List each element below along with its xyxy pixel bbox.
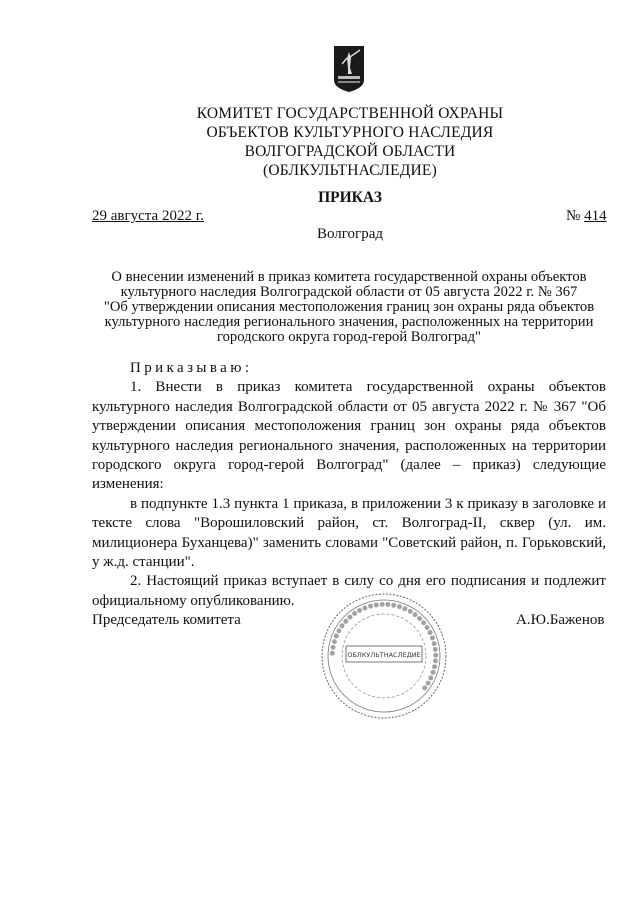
issuer-line: ОБЪЕКТОВ КУЛЬТУРНОГО НАСЛЕДИЯ xyxy=(206,124,494,141)
volgograd-motherland-emblem-icon xyxy=(332,44,366,94)
subject-line: культурного наследия Волгоградской области от 05 августа 2022 г. № 367 xyxy=(120,284,578,300)
number-sign: № xyxy=(566,208,581,224)
document-title: ПРИКАЗ xyxy=(318,189,382,206)
issuer-line: КОМИТЕТ ГОСУДАРСТВЕННОЙ ОХРАНЫ xyxy=(196,105,504,122)
order-subject xyxy=(92,270,606,345)
signatory-role: Председатель комитета xyxy=(92,612,241,628)
subject-line: О внесении изменений в приказ комитета государственной охраны объектов xyxy=(111,269,587,285)
paragraph-2: 2. Настоящий приказ вступает в силу со дня его подписания и подлежит официальному опубликованию. xyxy=(92,573,606,609)
signatory-name: А.Ю.Баженов xyxy=(516,612,605,628)
issuer-line: (ОБЛКУЛЬТНАСЛЕДИЕ) xyxy=(263,162,437,179)
subject-line: городского округа город-герой Волгоград" xyxy=(217,329,481,345)
issuer-line: ВОЛГОГРАДСКОЙ ОБЛАСТИ xyxy=(244,143,456,160)
issuer-header xyxy=(0,104,640,180)
order-city: Волгоград xyxy=(316,226,383,242)
order-number xyxy=(566,208,607,225)
stamp-label: ОБЛКУЛЬТНАСЛЕДИЕ xyxy=(347,651,421,659)
subject-line: культурного наследия регионального значения, расположенных на территории xyxy=(104,314,594,330)
svg-text:●●●●●●●●●●●●●●●●●●●●●●●●●●●●●●: ●●●●●●●●●●●●●●●●●●●●●●●●●●●●●●●●●● xyxy=(327,599,441,693)
official-stamp xyxy=(318,590,450,722)
number-value: 414 xyxy=(584,208,607,224)
paragraph-1: 1. Внести в приказ комитета государственной охраны объектов культурного наследия Волгоградской области от 05 августа 2022 г. № 367 "Об утверждении описания местоположения границ зон охраны ряда объектов культурного наследия регионального значения, расположенных на территории городского округа город-герой Волгоград" (далее – приказ) следующие изменения: xyxy=(92,379,606,493)
subject-line: "Об утверждении описания местоположения границ зон охраны ряда объектов xyxy=(103,299,595,315)
paragraph-amendment: в подпункте 1.3 пункта 1 приказа, в приложении 3 к приказу в заголовке и тексте слова "Ворошиловский район, ст. Волгоград-II, сквер (ул. им. милиционера Буханцева)" заменить словами "Советский район, п. Горьковский, у ж.д. станции". xyxy=(92,495,606,571)
order-body xyxy=(92,359,606,611)
order-directive: Приказываю: xyxy=(130,360,253,376)
order-date: 29 августа 2022 г. xyxy=(92,208,204,224)
